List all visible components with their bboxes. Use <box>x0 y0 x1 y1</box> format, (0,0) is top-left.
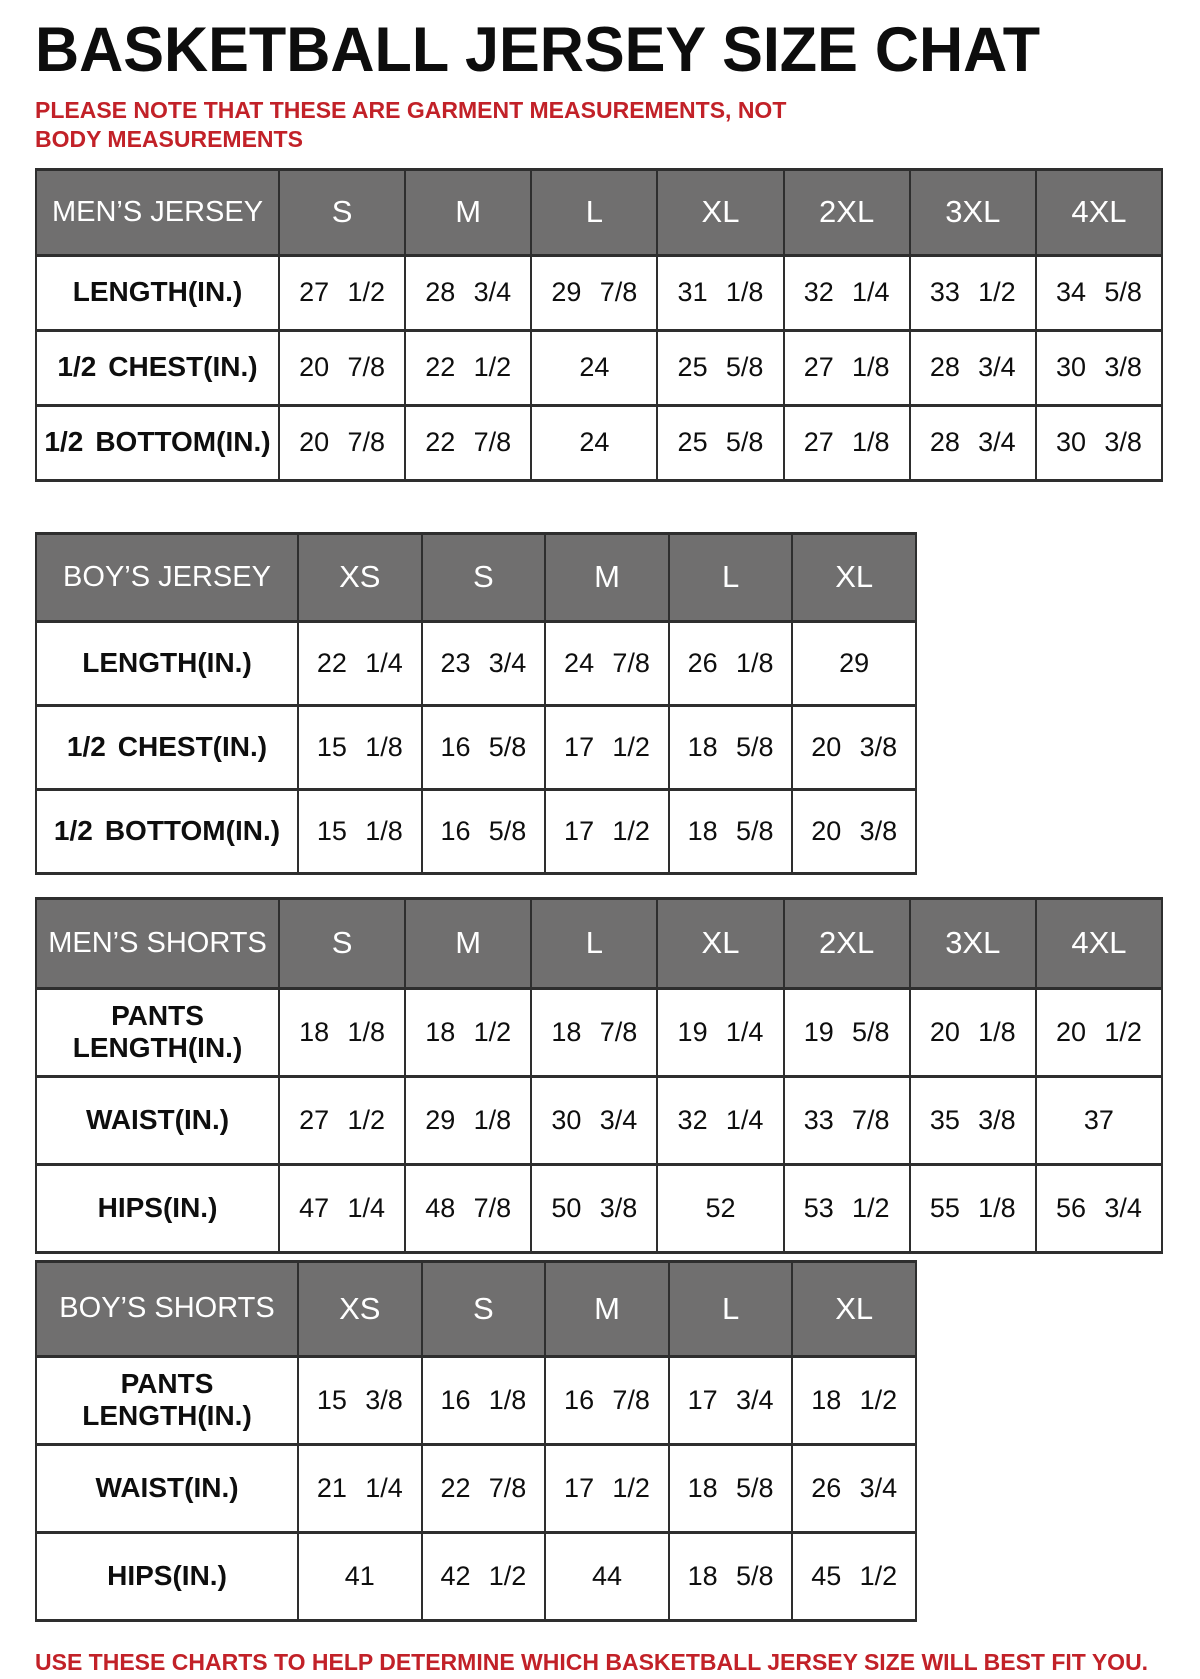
table-title: BOY’S JERSEY <box>36 533 298 621</box>
table-title: MEN’S JERSEY <box>36 169 279 255</box>
size-column-header: S <box>279 169 405 255</box>
measurement-value: 17 3/4 <box>669 1356 793 1444</box>
measurement-value: 18 5/8 <box>669 1444 793 1532</box>
measurement-value: 15 3/8 <box>298 1356 422 1444</box>
measurement-value: 28 3/4 <box>910 330 1036 405</box>
measurement-value: 16 5/8 <box>422 789 546 873</box>
measurement-value: 26 3/4 <box>792 1444 916 1532</box>
measurement-value: 33 1/2 <box>910 255 1036 330</box>
measurement-value: 18 5/8 <box>669 1532 793 1620</box>
table-title: MEN’S SHORTS <box>36 898 279 988</box>
measurement-value: 27 1/2 <box>279 1076 405 1164</box>
measurement-value: 34 5/8 <box>1036 255 1162 330</box>
measurement-value: 17 1/2 <box>545 789 669 873</box>
measurement-value: 28 3/4 <box>910 405 1036 480</box>
measurement-value: 27 1/8 <box>784 405 910 480</box>
measurement-value: 22 1/4 <box>298 621 422 705</box>
size-column-header: 2XL <box>784 898 910 988</box>
size-tables-container <box>35 168 1180 1622</box>
table-title: BOY’S SHORTS <box>36 1261 298 1356</box>
measurement-value: 17 1/2 <box>545 705 669 789</box>
size-column-header: M <box>545 533 669 621</box>
measurement-value: 30 3/4 <box>531 1076 657 1164</box>
measurement-value: 20 7/8 <box>279 405 405 480</box>
measurement-label: 1/2 BOTTOM(IN.) <box>36 405 279 480</box>
measurement-label: WAIST(IN.) <box>36 1444 298 1532</box>
size-column-header: S <box>422 533 546 621</box>
measurement-label: 1/2 CHEST(IN.) <box>36 330 279 405</box>
size-column-header: L <box>531 169 657 255</box>
measurement-label: HIPS(IN.) <box>36 1532 298 1620</box>
measurement-value: 25 5/8 <box>657 405 783 480</box>
measurement-value: 30 3/8 <box>1036 405 1162 480</box>
size-column-header: 2XL <box>784 169 910 255</box>
measurement-value: 27 1/2 <box>279 255 405 330</box>
size-column-header: XL <box>792 533 916 621</box>
measurement-value: 48 7/8 <box>405 1164 531 1252</box>
measurement-value: 53 1/2 <box>784 1164 910 1252</box>
measurement-value: 22 1/2 <box>405 330 531 405</box>
measurement-value: 18 5/8 <box>669 705 793 789</box>
size-table-boy-s-shorts <box>35 1260 917 1622</box>
measurement-value: 41 <box>298 1532 422 1620</box>
measurement-value: 16 1/8 <box>422 1356 546 1444</box>
measurement-value: 29 <box>792 621 916 705</box>
measurement-value: 18 1/8 <box>279 988 405 1076</box>
measurement-value: 30 3/8 <box>1036 330 1162 405</box>
measurement-value: 33 7/8 <box>784 1076 910 1164</box>
measurement-value: 24 7/8 <box>545 621 669 705</box>
measurement-value: 20 3/8 <box>792 705 916 789</box>
measurement-value: 17 1/2 <box>545 1444 669 1532</box>
measurement-label: LENGTH(IN.) <box>36 255 279 330</box>
measurement-value: 18 1/2 <box>405 988 531 1076</box>
measurement-value: 19 5/8 <box>784 988 910 1076</box>
measurement-label: 1/2 CHEST(IN.) <box>36 705 298 789</box>
garment-measurement-note: PLEASE NOTE THAT THESE ARE GARMENT MEASUREMENTS, NOT BODY MEASUREMENTS <box>35 97 787 152</box>
measurement-value: 16 7/8 <box>545 1356 669 1444</box>
measurement-value: 20 7/8 <box>279 330 405 405</box>
measurement-value: 22 7/8 <box>405 405 531 480</box>
measurement-value: 29 1/8 <box>405 1076 531 1164</box>
size-column-header: M <box>405 169 531 255</box>
measurement-label: LENGTH(IN.) <box>36 621 298 705</box>
measurement-label: 1/2 BOTTOM(IN.) <box>36 789 298 873</box>
measurement-value: 27 1/8 <box>784 330 910 405</box>
size-column-header: 3XL <box>910 898 1036 988</box>
size-column-header: XL <box>657 169 783 255</box>
page-title: BASKETBALL JERSEY SIZE CHAT <box>35 15 1041 85</box>
size-column-header: XL <box>657 898 783 988</box>
measurement-label: PANTS LENGTH(IN.) <box>36 988 279 1076</box>
measurement-value: 44 <box>545 1532 669 1620</box>
measurement-value: 22 7/8 <box>422 1444 546 1532</box>
measurement-label: WAIST(IN.) <box>36 1076 279 1164</box>
measurement-value: 15 1/8 <box>298 789 422 873</box>
size-column-header: 4XL <box>1036 169 1162 255</box>
size-column-header: L <box>531 898 657 988</box>
measurement-value: 55 1/8 <box>910 1164 1036 1252</box>
measurement-value: 31 1/8 <box>657 255 783 330</box>
measurement-value: 29 7/8 <box>531 255 657 330</box>
measurement-value: 52 <box>657 1164 783 1252</box>
measurement-value: 23 3/4 <box>422 621 546 705</box>
measurement-value: 18 5/8 <box>669 789 793 873</box>
measurement-value: 37 <box>1036 1076 1162 1164</box>
measurement-value: 50 3/8 <box>531 1164 657 1252</box>
measurement-value: 56 3/4 <box>1036 1164 1162 1252</box>
measurement-value: 19 1/4 <box>657 988 783 1076</box>
size-column-header: S <box>279 898 405 988</box>
size-table-boy-s-jersey <box>35 532 917 875</box>
measurement-value: 18 1/2 <box>792 1356 916 1444</box>
size-column-header: M <box>545 1261 669 1356</box>
measurement-label: PANTS LENGTH(IN.) <box>36 1356 298 1444</box>
best-fit-note: USE THESE CHARTS TO HELP DETERMINE WHICH BASKETBALL JERSEY SIZE WILL BEST FIT YOU. <box>35 1648 1149 1675</box>
measurement-value: 32 1/4 <box>784 255 910 330</box>
measurement-value: 35 3/8 <box>910 1076 1036 1164</box>
measurement-value: 21 1/4 <box>298 1444 422 1532</box>
measurement-value: 16 5/8 <box>422 705 546 789</box>
size-column-header: 4XL <box>1036 898 1162 988</box>
size-column-header: S <box>422 1261 546 1356</box>
measurement-value: 47 1/4 <box>279 1164 405 1252</box>
measurement-value: 20 1/2 <box>1036 988 1162 1076</box>
size-column-header: XS <box>298 533 422 621</box>
size-table-men-s-shorts <box>35 897 1163 1254</box>
size-table-men-s-jersey <box>35 168 1163 482</box>
measurement-value: 24 <box>531 330 657 405</box>
size-column-header: 3XL <box>910 169 1036 255</box>
measurement-value: 25 5/8 <box>657 330 783 405</box>
size-column-header: M <box>405 898 531 988</box>
size-column-header: XL <box>792 1261 916 1356</box>
measurement-value: 45 1/2 <box>792 1532 916 1620</box>
measurement-label: HIPS(IN.) <box>36 1164 279 1252</box>
measurement-value: 20 3/8 <box>792 789 916 873</box>
measurement-value: 15 1/8 <box>298 705 422 789</box>
measurement-value: 28 3/4 <box>405 255 531 330</box>
measurement-value: 20 1/8 <box>910 988 1036 1076</box>
size-column-header: L <box>669 533 793 621</box>
size-column-header: XS <box>298 1261 422 1356</box>
measurement-value: 32 1/4 <box>657 1076 783 1164</box>
measurement-value: 26 1/8 <box>669 621 793 705</box>
measurement-value: 24 <box>531 405 657 480</box>
measurement-value: 18 7/8 <box>531 988 657 1076</box>
size-column-header: L <box>669 1261 793 1356</box>
measurement-value: 42 1/2 <box>422 1532 546 1620</box>
